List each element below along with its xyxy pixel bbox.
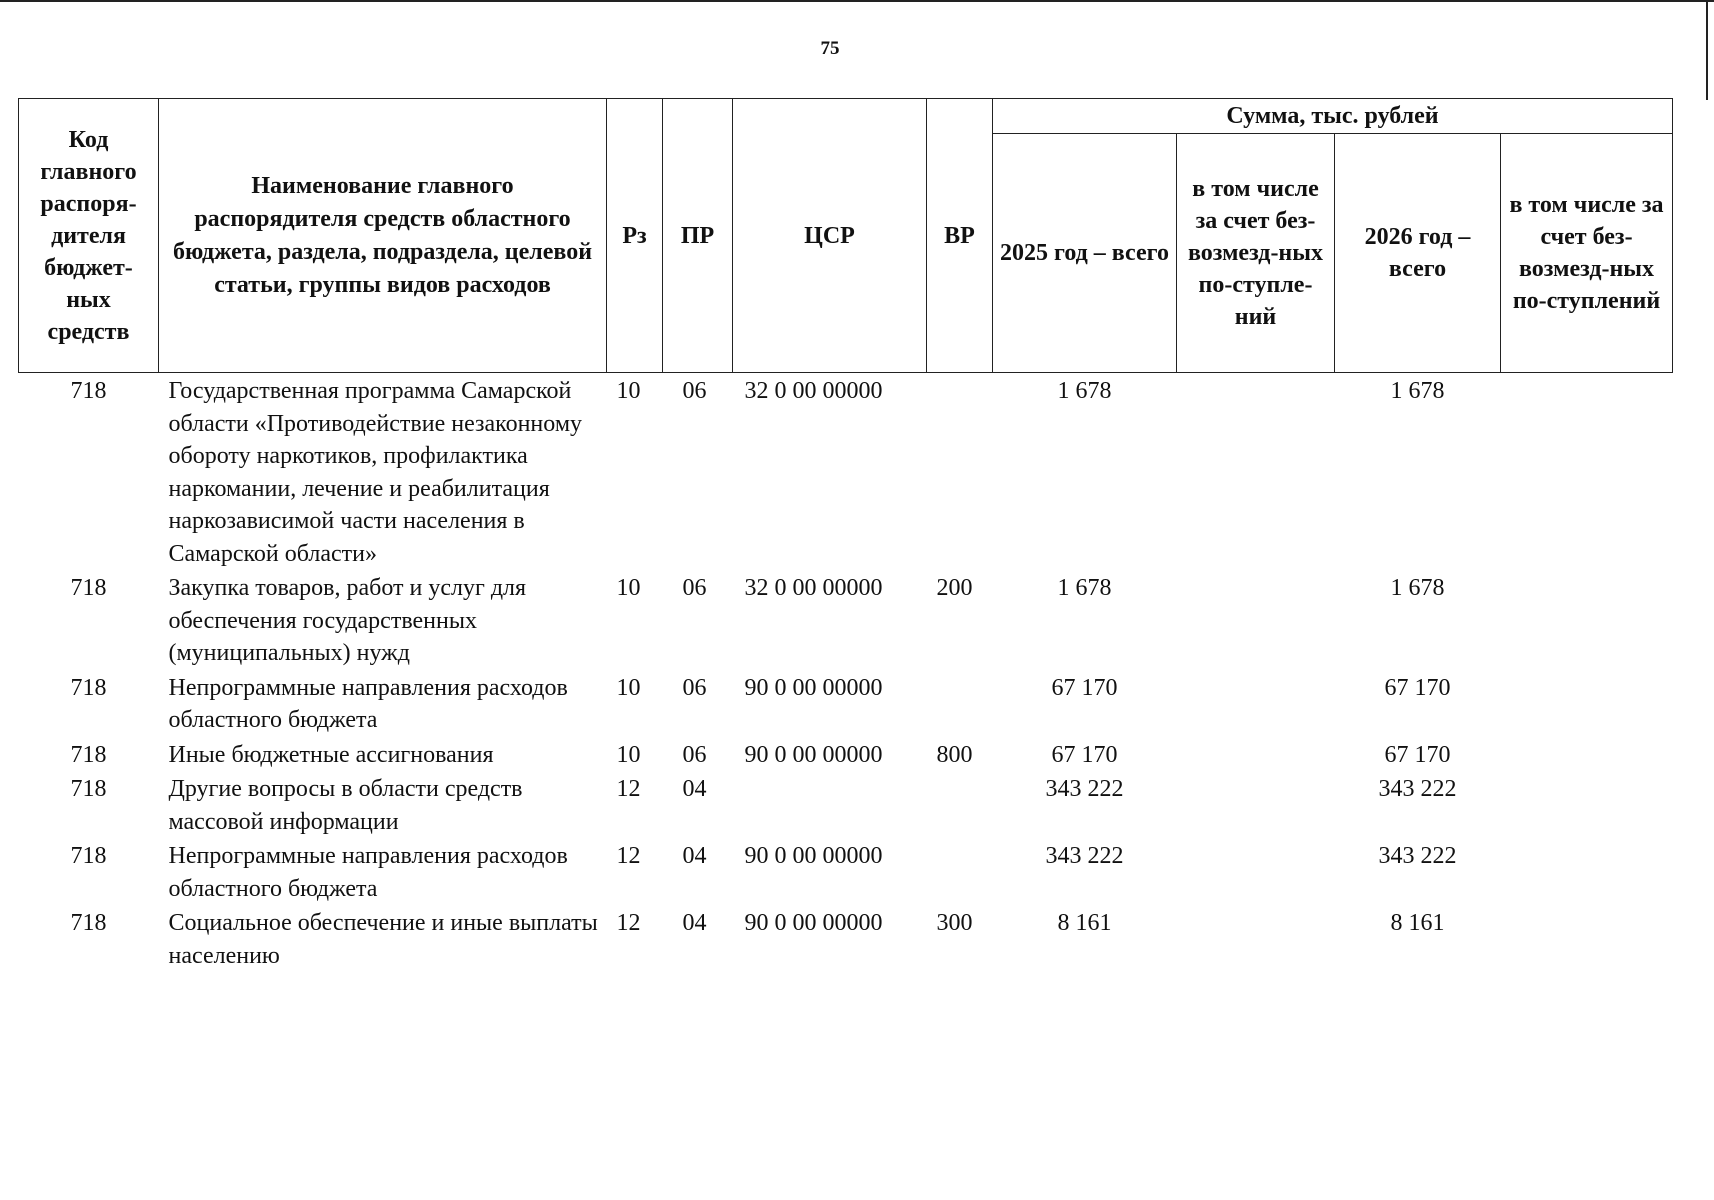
header-2025-gratuitous: в том числе за счет без-возмезд-ных по-ступле-ний (1177, 134, 1335, 373)
cell-csr (733, 771, 927, 838)
cell-2026-total: 67 170 (1384, 741, 1451, 768)
header-2026-gratuitous: в том числе за счет без-возмезд-ных по-ступлений (1501, 134, 1673, 373)
cell-name: Непрограммные направления расходов областного бюджета (168, 674, 568, 733)
header-2025-total: 2025 год – всего (993, 134, 1177, 373)
cell-rz: 12 (616, 843, 641, 869)
table-row (19, 570, 1673, 670)
cell-name: Непрограммные направления расходов областного бюджета (168, 843, 568, 902)
header-name: Наименование главного распорядителя средств областного бюджета, раздела, подраздела, целевой статьи, группы видов расходов (159, 99, 607, 373)
cell-2026-gratuitous (1501, 771, 1673, 838)
table-row (19, 373, 1673, 571)
cell-pr: 06 (682, 741, 707, 768)
cell-2025-total: 343 222 (1045, 843, 1124, 869)
header-code: Код главного распоря-дителя бюджет-ных средств (19, 99, 159, 373)
table-row (19, 771, 1673, 838)
cell-2025-gratuitous (1177, 905, 1335, 972)
cell-2025-total: 1 678 (1057, 378, 1112, 404)
cell-2025-gratuitous (1177, 373, 1335, 571)
header-pr: ПР (663, 99, 733, 373)
cell-2025-total: 343 222 (1045, 776, 1124, 802)
table-header (19, 99, 1673, 373)
cell-rz: 12 (616, 776, 641, 802)
header-sum: Сумма, тыс. рублей (993, 99, 1673, 134)
cell-pr: 06 (682, 575, 707, 601)
cell-pr: 04 (682, 776, 707, 802)
cell-vr (927, 838, 993, 905)
cell-2026-gratuitous (1501, 570, 1673, 670)
cell-rz: 10 (616, 674, 641, 701)
cell-2025-gratuitous (1177, 838, 1335, 905)
cell-csr: 90 0 00 00000 (744, 910, 883, 936)
cell-2026-gratuitous (1501, 737, 1673, 772)
table-body (19, 373, 1673, 973)
cell-2025-total: 67 170 (1051, 741, 1118, 768)
cell-csr: 90 0 00 00000 (744, 741, 883, 768)
cell-pr: 04 (682, 843, 707, 869)
table-row (19, 670, 1673, 737)
cell-code: 718 (70, 843, 107, 869)
cell-code: 718 (70, 674, 107, 701)
cell-2025-gratuitous (1177, 670, 1335, 737)
cell-2026-gratuitous (1501, 373, 1673, 571)
cell-2025-gratuitous (1177, 771, 1335, 838)
cell-2026-total: 67 170 (1384, 674, 1451, 701)
header-csr: ЦСР (733, 99, 927, 373)
cell-2026-gratuitous (1501, 670, 1673, 737)
cell-2025-gratuitous (1177, 737, 1335, 772)
cell-csr: 32 0 00 00000 (744, 378, 883, 404)
cell-2025-gratuitous (1177, 570, 1335, 670)
cell-2026-total: 1 678 (1390, 575, 1445, 601)
table-row (19, 838, 1673, 905)
table-row (19, 737, 1673, 772)
cell-2025-total: 8 161 (1057, 910, 1112, 936)
cell-2026-total: 343 222 (1378, 776, 1457, 802)
cell-2025-total: 67 170 (1051, 674, 1118, 701)
cell-pr: 04 (682, 910, 707, 936)
cell-2026-total: 1 678 (1390, 378, 1445, 404)
cell-pr: 06 (682, 674, 707, 701)
cell-name: Иные бюджетные ассигнования (168, 741, 494, 768)
cell-csr: 32 0 00 00000 (744, 575, 883, 601)
cell-name: Социальное обеспечение и иные выплаты населению (168, 910, 598, 969)
cell-2026-gratuitous (1501, 905, 1673, 972)
cell-vr: 200 (936, 575, 973, 601)
cell-name: Другие вопросы в области средств массовой информации (168, 776, 523, 835)
cell-vr (927, 771, 993, 838)
cell-rz: 10 (616, 741, 641, 768)
cell-code: 718 (70, 910, 107, 936)
cell-name: Государственная программа Самарской области «Противодействие незаконному обороту наркотиков, профилактика наркомании, лечение и реабилитация наркозависимой части населения в Самарской области» (168, 378, 583, 567)
cell-2026-gratuitous (1501, 838, 1673, 905)
cell-2026-total: 343 222 (1378, 843, 1457, 869)
cell-vr (927, 670, 993, 737)
top-rule (0, 0, 1714, 2)
cell-csr: 90 0 00 00000 (744, 843, 883, 869)
header-rz: Рз (607, 99, 663, 373)
header-vr: ВР (927, 99, 993, 373)
header-2026-total: 2026 год – всего (1335, 134, 1501, 373)
cell-rz: 12 (616, 910, 641, 936)
cell-vr: 300 (936, 910, 973, 936)
page-number: 75 (820, 38, 840, 59)
cell-name: Закупка товаров, работ и услуг для обеспечения государственных (муниципальных) нужд (168, 575, 527, 666)
cell-code: 718 (70, 741, 107, 768)
budget-table (18, 98, 1673, 972)
cell-vr (927, 373, 993, 571)
cell-code: 718 (70, 575, 107, 601)
cell-2026-total: 8 161 (1390, 910, 1445, 936)
table-row (19, 905, 1673, 972)
cell-vr: 800 (936, 741, 973, 768)
cell-code: 718 (70, 378, 107, 404)
cell-rz: 10 (616, 378, 641, 404)
cell-code: 718 (70, 776, 107, 802)
cell-pr: 06 (682, 378, 707, 404)
cell-2025-total: 1 678 (1057, 575, 1112, 601)
cell-csr: 90 0 00 00000 (744, 674, 883, 701)
right-edge-rule (1706, 0, 1708, 100)
cell-rz: 10 (616, 575, 641, 601)
